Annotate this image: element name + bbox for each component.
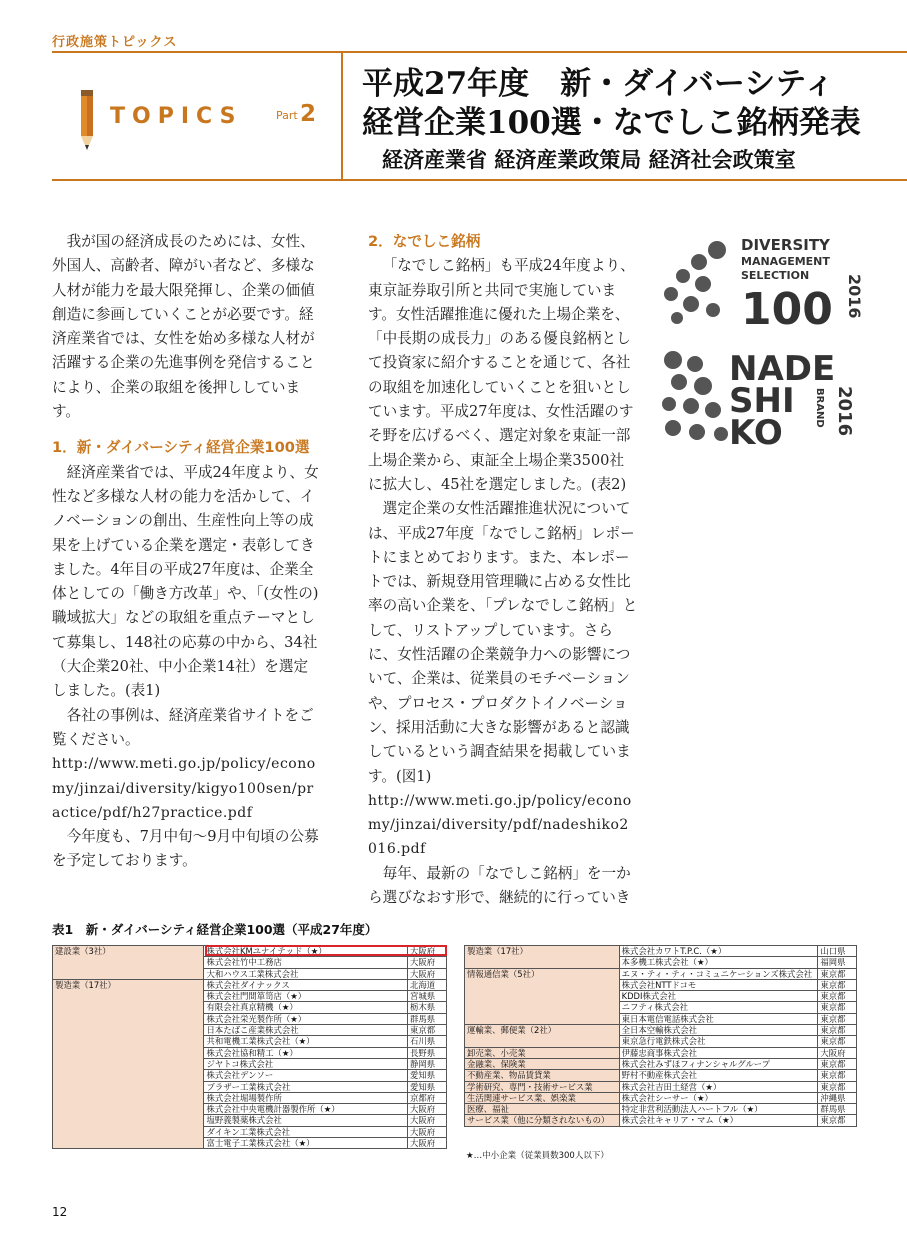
company-cell: 大和ハウス工業株式会社 <box>204 968 408 979</box>
prefecture-cell: 沖縄県 <box>818 1092 857 1103</box>
table-row <box>53 979 447 990</box>
company-cell: 日本たばこ産業株式会社 <box>204 1025 408 1036</box>
sector-cell: 建設業（3社） <box>53 946 204 980</box>
intro-paragraph: 我が国の経済成長のためには、女性、外国人、高齢者、障がい者など、多様な人材が能力を最大限発揮し、企業の価値創造に参画していくことが必要です。経済産業省では、女性を始め多様な人材が活躍する企業の先進事例を発信することにより、企業の取組を後押ししています。 <box>52 233 315 421</box>
company-cell: 株式会社ダイナックス <box>204 979 408 990</box>
prefecture-cell: 東京都 <box>818 1013 857 1024</box>
sector-cell: 製造業（17社） <box>465 946 620 969</box>
nadeshiko-url[interactable]: http://www.meti.go.jp/policy/economy/jinzai/diversity/pdf/nadeshiko2016.pdf <box>368 792 632 858</box>
diversity-paragraph-3: 今年度も、7月中旬～9月中旬頃の公募を予定しております。 <box>52 828 319 870</box>
company-cell: ジヤトコ株式会社 <box>204 1058 408 1069</box>
prefecture-cell: 大阪府 <box>408 1104 447 1115</box>
companies-table-right <box>464 945 857 1127</box>
prefecture-cell: 北海道 <box>408 979 447 990</box>
nadeshiko-paragraph-2: 選定企業の女性活躍推進状況については、平成27年度「なでしこ銘柄」レポートにまとめております。また、本レポートでは、新規登用管理職に占める女性比率の高い企業を、「プレなでしこ銘柄」として、リストアップしています。さらに、女性活躍の企業競争力への影響について、企業は、従業員のモチベーションや、プロセス・プロダクトイノベーション、採用活動に大きな影響があると認識しているという調査結果を掲載しています。(図1) <box>368 500 638 785</box>
company-cell: 本多機工株式会社（★） <box>619 957 818 968</box>
prefecture-cell: 愛知県 <box>408 1081 447 1092</box>
company-cell: 野村不動産株式会社 <box>619 1070 818 1081</box>
company-cell: 株式会社KMユナイテッド（★） <box>204 946 408 957</box>
prefecture-cell: 宮城県 <box>408 991 447 1002</box>
table-row <box>465 1092 857 1103</box>
prefecture-cell: 大阪府 <box>818 1047 857 1058</box>
company-cell: ダイキン工業株式会社 <box>204 1126 408 1137</box>
section-heading-nadeshiko: 2．なでしこ銘柄 <box>368 233 481 250</box>
nadeshiko-paragraph-3: 毎年、最新の「なでしこ銘柄」を一から選びなおす形で、継続的に行っていき <box>368 864 631 907</box>
prefecture-cell: 静岡県 <box>408 1058 447 1069</box>
table-note: ★…中小企業（従業員数300人以下） <box>466 1151 609 1161</box>
prefecture-cell: 大阪府 <box>408 968 447 979</box>
page-title-line-2: 経営企業100選・なでしこ銘柄発表 <box>362 105 861 141</box>
company-cell: 株式会社栄光製作所（★） <box>204 1013 408 1024</box>
company-cell: 株式会社デンソー <box>204 1070 408 1081</box>
nade-year: 2016 <box>834 386 855 437</box>
dms-year: 2016 <box>845 274 864 319</box>
sector-cell: 情報通信業（5社） <box>465 968 620 1024</box>
company-cell: 株式会社キャリア・マム（★） <box>619 1115 818 1126</box>
table-row <box>465 1115 857 1126</box>
table-row <box>465 946 857 957</box>
company-cell: 富士電子工業株式会社（★） <box>204 1138 408 1149</box>
sector-cell: 学術研究、専門・技術サービス業 <box>465 1081 620 1092</box>
prefecture-cell: 長野県 <box>408 1047 447 1058</box>
table-row <box>465 1081 857 1092</box>
highlight-box <box>205 945 447 956</box>
dms-number: 100 <box>741 284 833 335</box>
company-cell: 東京急行電鉄株式会社 <box>619 1036 818 1047</box>
nade-text-2: SHI <box>729 381 795 421</box>
company-cell: ブラザー工業株式会社 <box>204 1081 408 1092</box>
part-label: Part <box>276 109 298 122</box>
company-cell: 株式会社協和精工（★） <box>204 1047 408 1058</box>
companies-table-left <box>52 945 447 1149</box>
company-cell: 有限会社真京精機（★） <box>204 1002 408 1013</box>
prefecture-cell: 石川県 <box>408 1036 447 1047</box>
nade-text-1: NADE <box>729 349 836 389</box>
topics-label: TOPICS <box>110 104 243 129</box>
sector-cell: 卸売業、小売業 <box>465 1047 620 1058</box>
prefecture-cell: 大阪府 <box>408 1138 447 1149</box>
header-bottom-rule <box>52 179 907 181</box>
author-department: 経済産業省 経済産業政策局 経済社会政策室 <box>382 147 796 172</box>
prefecture-cell: 山口県 <box>818 946 857 957</box>
nade-text-3: KO <box>729 413 783 453</box>
pencil-icon <box>72 88 102 152</box>
header-top-rule <box>52 51 907 53</box>
company-cell: 株式会社吉田土経営（★） <box>619 1081 818 1092</box>
diversity-paragraph-2: 各社の事例は、経済産業省サイトをご覧ください。 <box>52 706 314 748</box>
prefecture-cell: 大阪府 <box>408 957 447 968</box>
sector-cell: 製造業（17社） <box>53 979 204 1148</box>
prefecture-cell: 愛知県 <box>408 1070 447 1081</box>
nadeshiko-paragraph: 「なでしこ銘柄」も平成24年度より、東京証券取引所と共同で実施しています。女性活躍推進に優れた上場企業を、「中長期の成長力」のある優良銘柄として投資家に紹介することを通じて、各社の取組を加速化していくことを狙いとしています。平成27年度は、女性活躍のすそ野を広げるべく、選定対象を東証一部上場企業から、東証全上場企業3500社に拡大し、45社を選定しました。(表2) <box>368 257 635 493</box>
nade-brand: BRAND <box>814 388 825 428</box>
prefecture-cell: 東京都 <box>818 1058 857 1069</box>
header-divider <box>341 51 343 181</box>
table-caption: 表1 新・ダイバーシティ経営企業100選（平成27年度） <box>52 922 378 937</box>
company-cell: ニフティ株式会社 <box>619 1002 818 1013</box>
company-cell: 株式会社カワトT.P.C.（★） <box>619 946 818 957</box>
dms-text-3: SELECTION <box>741 269 810 282</box>
prefecture-cell: 福岡県 <box>818 957 857 968</box>
dms-text-2: MANAGEMENT <box>741 255 830 268</box>
prefecture-cell: 東京都 <box>818 1036 857 1047</box>
sector-cell: 生活関連サービス業、娯楽業 <box>465 1092 620 1103</box>
company-cell: 東日本電信電話株式会社 <box>619 1013 818 1024</box>
company-cell: 塩野義製薬株式会社 <box>204 1115 408 1126</box>
company-cell: 共和電機工業株式会社（★） <box>204 1036 408 1047</box>
middle-column <box>368 230 638 910</box>
company-cell: 株式会社NTTドコモ <box>619 979 818 990</box>
left-column <box>52 230 320 874</box>
table-row <box>465 1047 857 1058</box>
table-row <box>465 1025 857 1036</box>
prefecture-cell: 群馬県 <box>408 1013 447 1024</box>
nadeshiko-brand-logo <box>659 349 859 453</box>
prefecture-cell: 東京都 <box>818 1115 857 1126</box>
prefecture-cell: 栃木県 <box>408 1002 447 1013</box>
prefecture-cell: 東京都 <box>408 1025 447 1036</box>
section-label: 行政施策トピックス <box>52 35 178 50</box>
prefecture-cell: 京都府 <box>408 1092 447 1103</box>
sector-cell: サービス業（他に分類されないもの） <box>465 1115 620 1126</box>
dms-text-1: DIVERSITY <box>741 236 830 254</box>
company-cell: 株式会社堀場製作所 <box>204 1092 408 1103</box>
prefecture-cell: 東京都 <box>818 979 857 990</box>
sector-cell: 医療、福祉 <box>465 1104 620 1115</box>
diversity-url[interactable]: http://www.meti.go.jp/policy/economy/jinzai/diversity/kigyo100sen/practice/pdf/h27practice.pdf <box>52 756 316 821</box>
company-cell: 伊藤忠商事株式会社 <box>619 1047 818 1058</box>
part-number: 2 <box>300 101 317 127</box>
company-cell: 株式会社シーサー（★） <box>619 1092 818 1103</box>
company-cell: KDDI株式会社 <box>619 991 818 1002</box>
sector-cell: 運輸業、郵便業（2社） <box>465 1025 620 1048</box>
section-heading-diversity: 1．新・ダイバーシティ経営企業100選 <box>52 439 310 457</box>
prefecture-cell: 東京都 <box>818 968 857 979</box>
diversity-management-logo <box>659 232 864 335</box>
company-cell: 全日本空輸株式会社 <box>619 1025 818 1036</box>
prefecture-cell: 大阪府 <box>408 1126 447 1137</box>
prefecture-cell: 大阪府 <box>408 1115 447 1126</box>
company-cell: エヌ・ティ・ティ・コミュニケーションズ株式会社 <box>619 968 818 979</box>
table-row <box>465 1104 857 1115</box>
prefecture-cell: 群馬県 <box>818 1104 857 1115</box>
prefecture-cell: 東京都 <box>818 1070 857 1081</box>
sector-cell: 金融業、保険業 <box>465 1058 620 1069</box>
prefecture-cell: 東京都 <box>818 1025 857 1036</box>
company-cell: 株式会社竹中工務店 <box>204 957 408 968</box>
page-number: 12 <box>52 1205 68 1219</box>
company-cell: 株式会社みずほフィナンシャルグループ <box>619 1058 818 1069</box>
table-row <box>465 1058 857 1069</box>
prefecture-cell: 東京都 <box>818 1081 857 1092</box>
company-cell: 特定非営利活動法人ハートフル（★） <box>619 1104 818 1115</box>
table-row <box>465 1070 857 1081</box>
table-row <box>465 968 857 979</box>
prefecture-cell: 大阪府 <box>408 946 447 957</box>
prefecture-cell: 東京都 <box>818 1002 857 1013</box>
sector-cell: 不動産業、物品賃貸業 <box>465 1070 620 1081</box>
page-title-line-1: 平成27年度 新・ダイバーシティ <box>362 66 835 102</box>
diversity-paragraph: 経済産業省では、平成24年度より、女性など多様な人材の能力を活かして、イノベーションの創出、生産性向上等の成果を上げている企業を選定・表彰してきました。4年目の平成27年度は、企業全体としての「働き方改革」や、「(女性の) 職域拡大」などの取組を重点テーマとして募集し、148社の応募の中から、34社（大企業20社、中小企業14社）を選定しました。(表1) <box>52 463 319 700</box>
company-cell: 株式会社門間箪笥店（★） <box>204 991 408 1002</box>
prefecture-cell: 東京都 <box>818 991 857 1002</box>
company-cell: 株式会社中央電機計器製作所（★） <box>204 1104 408 1115</box>
